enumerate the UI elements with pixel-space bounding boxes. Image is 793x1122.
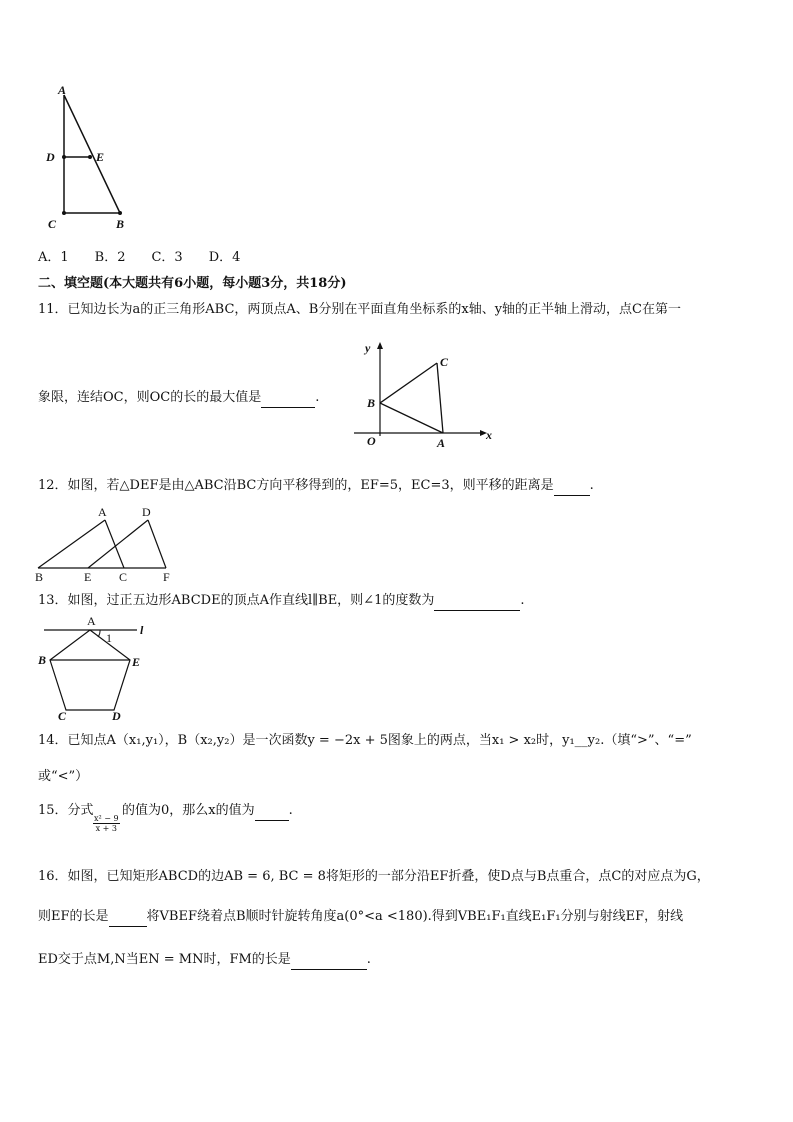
q11-label-x: x xyxy=(486,428,492,442)
q12-label-e: E xyxy=(84,570,92,584)
q16-line3-post: . xyxy=(366,952,371,967)
q12-label-c: C xyxy=(119,570,128,584)
q12-label-b: B xyxy=(35,570,44,584)
q11-label-b: B xyxy=(367,396,376,410)
q10-label-e: E xyxy=(96,150,105,164)
q11-label-c: C xyxy=(440,355,449,369)
q12-text xyxy=(38,477,594,496)
q12-label-d: D xyxy=(142,505,151,519)
q15-answer-blank[interactable] xyxy=(255,802,289,821)
q12-text-post: . xyxy=(589,478,594,493)
q15-text-rest xyxy=(122,802,293,821)
q13-figure xyxy=(32,612,157,724)
q16-line3 xyxy=(38,951,371,970)
q16-line2-pre: 则EF的长是 xyxy=(38,909,109,924)
q12-label-a: A xyxy=(98,505,107,519)
q12-label-f: F xyxy=(163,570,170,584)
q12-answer-blank[interactable] xyxy=(554,477,590,496)
q16-answer-blank-1[interactable] xyxy=(109,908,147,927)
q16-line2 xyxy=(38,908,683,927)
q10-label-b: B xyxy=(116,217,125,231)
q10-figure xyxy=(40,80,140,235)
q13-answer-blank[interactable] xyxy=(434,592,520,611)
q15-denominator: x + 3 xyxy=(95,824,117,833)
q10-label-c: C xyxy=(48,217,57,231)
q16-answer-blank-2[interactable] xyxy=(291,951,367,970)
q11-line2-pre: 象限，连结OC，则OC的长的最大值是 xyxy=(38,390,262,405)
q10-label-a: A xyxy=(58,83,67,97)
q12-text-pre: 12．如图，若△DEF是由△ABC沿BC方向平移得到的，EF=5，EC=3，则平移的距离是 xyxy=(38,478,554,493)
q15-text-post: . xyxy=(288,803,293,818)
q13-label-c: C xyxy=(58,709,67,723)
q13-label-e: E xyxy=(132,655,141,669)
q15-numerator: x² − 9 xyxy=(94,814,119,823)
q11-line2 xyxy=(38,389,319,408)
q15-text-mid: 的值为0，那么x的值为 xyxy=(122,803,255,818)
q11-line2-post: . xyxy=(315,390,320,405)
q10-label-d: D xyxy=(46,150,55,164)
q12-figure xyxy=(30,500,190,585)
q13-label-b: B xyxy=(38,653,47,667)
q14-line2: 或“<”） xyxy=(38,769,89,784)
q14-line1: 14．已知点A（x₁,y₁），B（x₂,y₂）是一次函数y = −2x + 5图象上的两点，当x₁ > x₂时，y₁__y₂.（填“>”、“=” xyxy=(38,733,692,748)
q13-label-d: D xyxy=(112,709,121,723)
q11-label-a: A xyxy=(437,436,446,450)
q11-answer-blank[interactable] xyxy=(261,389,315,408)
q13-label-l: l xyxy=(140,623,144,637)
q11-label-o: O xyxy=(367,434,376,448)
q16-line2-post: 将VBEF绕着点B顺时针旋转角度a(0°<a <180).得到VBE₁F₁直线E₁F₁分别与射线EF，射线 xyxy=(146,909,684,924)
q11-label-y: y xyxy=(365,341,371,355)
q16-line1: 16．如图，已知矩形ABCD的边AB = 6, BC = 8将矩形的一部分沿EF折叠，使D点与B点重合，点C的对应点为G， xyxy=(38,869,710,884)
q13-text-post: . xyxy=(520,593,525,608)
q15-text-pre: 15．分式 xyxy=(38,803,94,818)
section-heading: 二、填空题(本大题共有6小题，每小题3分，共18分) xyxy=(38,276,347,291)
q10-options: A．1 B．2 C．3 D．4 xyxy=(38,250,241,265)
q11-figure xyxy=(350,338,500,453)
q16-line3-pre: ED交于点M,N当EN = MN时，FM的长是 xyxy=(38,952,291,967)
q11-line1: 11．已知边长为a的正三角形ABC，两顶点A、B分别在平面直角坐标系的x轴、y轴的正半轴上滑动，点C在第一 xyxy=(38,302,681,317)
q13-text xyxy=(38,592,524,611)
q15-fraction xyxy=(93,814,120,833)
q13-label-a: A xyxy=(87,614,96,628)
q13-text-pre: 13．如图，过正五边形ABCDE的顶点A作直线l∥BE，则∠1的度数为 xyxy=(38,593,435,608)
q13-label-1: 1 xyxy=(106,631,112,645)
